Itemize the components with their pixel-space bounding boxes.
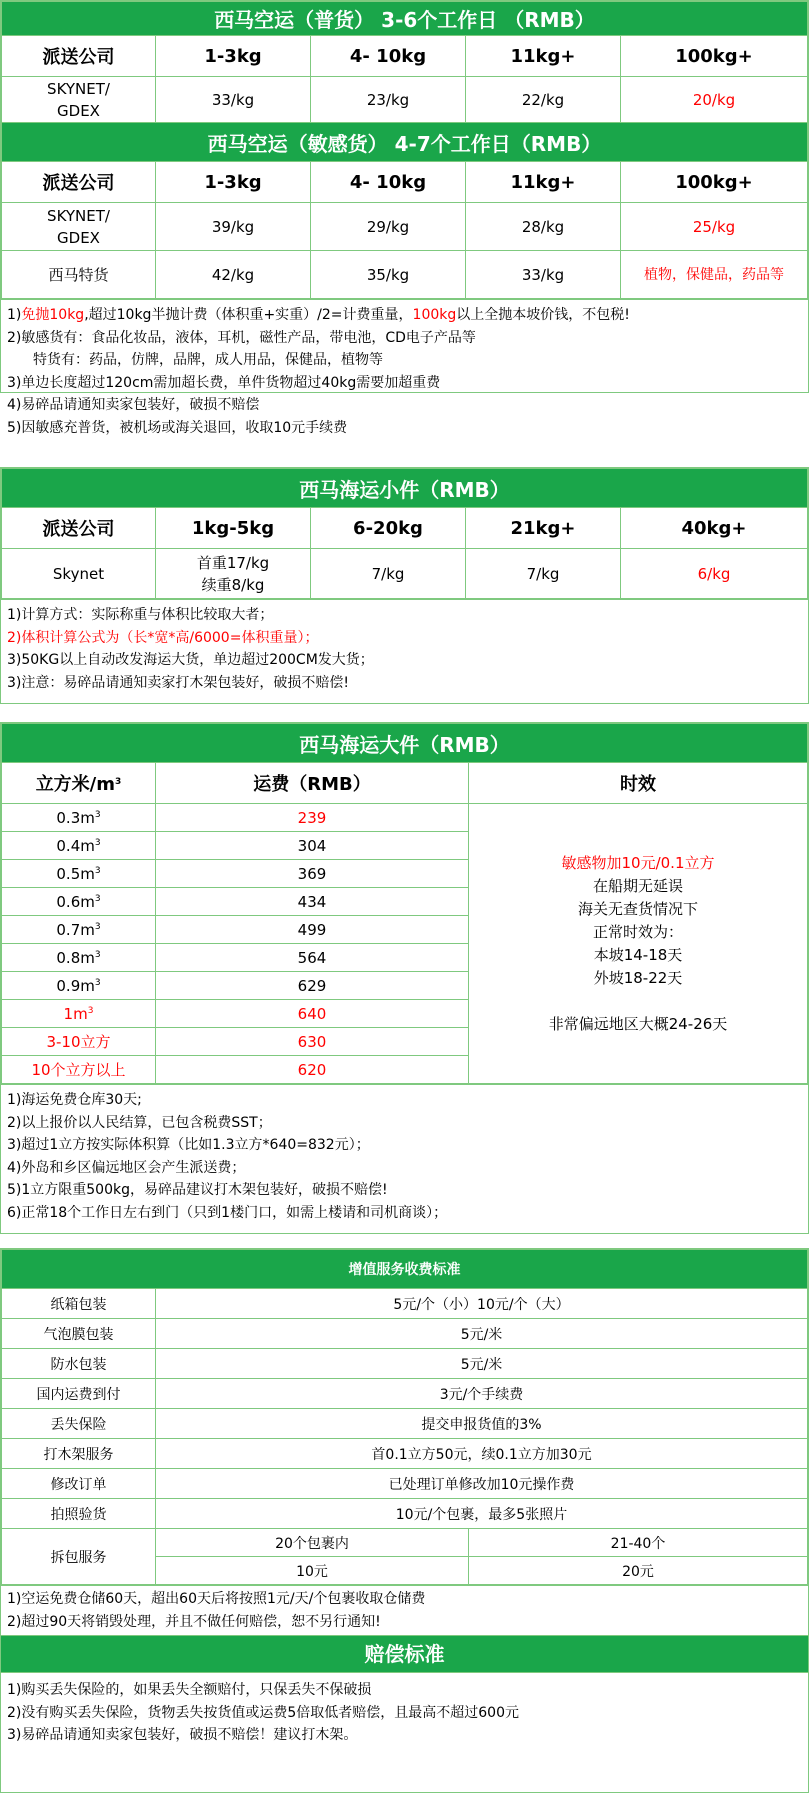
volume-cell: $0.6m^3$	[2, 888, 156, 916]
note-line: 1)空运免费仓储60天，超出60天后将按照1元/天/个包裹收取仓储费	[7, 1591, 426, 1607]
price-cell-highlight: 20/kg	[621, 77, 808, 123]
price-cell: 42/kg	[156, 251, 311, 299]
air-general-title: 西马空运（普货） 3-6个工作日 （RMB）	[2, 2, 808, 36]
price-cell: 28/kg	[466, 203, 621, 251]
note-line: 4)外岛和乡区偏远地区会产生派送费；	[7, 1159, 246, 1176]
note-line: 2)以上报价以人民结算，已包含税费SST；	[7, 1114, 272, 1131]
note-line: 1)海运免费仓库30天;	[7, 1092, 142, 1108]
compensation-title: 赔偿标准	[1, 1635, 808, 1672]
sea-small-title: 西马海运小件（RMB）	[2, 469, 808, 508]
sea-large-title: 西马海运大件（RMB）	[2, 724, 808, 763]
sea-small-table	[1, 468, 808, 599]
col-header-company: 派送公司	[2, 508, 156, 549]
service-fee: 3元/个手续费	[156, 1379, 808, 1409]
note-line: 1)购买丢失保险的，如果丢失全额赔付，只保丢失不保破损	[7, 1682, 372, 1698]
freight-cell: 304	[156, 832, 469, 860]
note-line: 2)体积计算公式为（长*宽*高/6000=体积重量）；	[7, 629, 319, 646]
freight-cell: 564	[156, 944, 469, 972]
col-header-11kg: 11kg+	[466, 162, 621, 203]
volume-cell: $0.5m^3$	[2, 860, 156, 888]
service-name: 拍照验货	[2, 1499, 156, 1529]
freight-cell: 369	[156, 860, 469, 888]
sea-small-notes	[1, 599, 808, 698]
unpack-tier-1: 20个包裹内	[156, 1529, 469, 1557]
service-name: 丢失保险	[2, 1409, 156, 1439]
volume-cell: 3-10立方	[2, 1028, 156, 1056]
services-notes	[1, 1585, 808, 1635]
note-line: 4)易碎品请通知卖家包装好，破损不赔偿	[7, 397, 260, 413]
air-sensitive-title: 西马空运（敏感货） 4-7个工作日（RMB）	[2, 123, 808, 162]
service-fee: 5元/米	[156, 1349, 808, 1379]
freight-cell: 620	[156, 1056, 469, 1084]
note-line: 2)没有购买丢失保险，货物丢失按货值或运费5倍取低者赔偿，且最高不超过600元	[7, 1704, 519, 1721]
note-line: 5)因敏感充普货，被机场或海关退回，收取10元手续费	[7, 419, 348, 436]
price-cell: 首重17/kg 续重8/kg	[156, 549, 311, 599]
service-fee: 首0.1立方50元，续0.1立方加30元	[156, 1439, 808, 1469]
price-cell: 29/kg	[311, 203, 466, 251]
note-line: 5)1立方限重500kg，易碎品建议打木架包装好，破损不赔偿!	[7, 1182, 388, 1198]
col-header-4-10kg: 4- 10kg	[311, 36, 466, 77]
air-freight-table	[1, 1, 808, 299]
price-cell: 22/kg	[466, 77, 621, 123]
service-name: 拆包服务	[2, 1529, 156, 1585]
volume-cell: $1m^3$	[2, 1000, 156, 1028]
services-section	[0, 1248, 809, 1793]
note-line: 1)免抛10kg,超过10kg半抛计费（体积重+实重）/2=计费重量，100kg以上全抛本坡价钱，不包税!	[7, 307, 630, 323]
sea-small-section	[0, 467, 809, 704]
col-header-21kg: 21kg+	[466, 508, 621, 549]
price-cell: 23/kg	[311, 77, 466, 123]
col-header-1-5kg: 1kg-5kg	[156, 508, 311, 549]
col-header-1-3kg: 1-3kg	[156, 162, 311, 203]
col-header-4-10kg: 4- 10kg	[311, 162, 466, 203]
timing-cell: 敏感物加10元/0.1立方 在船期无延误 海关无查货情况下 正常时效为： 本坡14-18天 外坡18-22天 非常偏远地区大概24-26天	[469, 804, 808, 1084]
price-cell: 33/kg	[156, 77, 311, 123]
freight-cell: 434	[156, 888, 469, 916]
price-cell: 39/kg	[156, 203, 311, 251]
col-header-volume: 立方米$/m^3$	[2, 763, 156, 804]
compensation-notes	[1, 1672, 808, 1751]
service-name: 防水包装	[2, 1349, 156, 1379]
col-header-1-3kg: 1-3kg	[156, 36, 311, 77]
service-fee: 已处理订单修改加10元操作费	[156, 1469, 808, 1499]
company-cell: 西马特货	[2, 251, 156, 299]
service-name: 修改订单	[2, 1469, 156, 1499]
col-header-company: 派送公司	[2, 36, 156, 77]
freight-cell: 239	[156, 804, 469, 832]
service-name: 纸箱包装	[2, 1289, 156, 1319]
col-header-company: 派送公司	[2, 162, 156, 203]
company-cell: SKYNET/ GDEX	[2, 203, 156, 251]
price-cell-highlight: 25/kg	[621, 203, 808, 251]
price-cell-highlight: 6/kg	[621, 549, 808, 599]
volume-cell: $0.8m^3$	[2, 944, 156, 972]
note-line: 3)注意：易碎品请通知卖家打木架包装好，破损不赔偿!	[7, 674, 349, 691]
price-cell: 33/kg	[466, 251, 621, 299]
col-header-100kg: 100kg+	[621, 162, 808, 203]
air-notes	[1, 299, 808, 443]
price-cell: 7/kg	[311, 549, 466, 599]
company-cell: SKYNET/ GDEX	[2, 77, 156, 123]
service-fee: 提交申报货值的3%	[156, 1409, 808, 1439]
freight-cell: 630	[156, 1028, 469, 1056]
col-header-timing: 时效	[469, 763, 808, 804]
volume-cell: $0.3m^3$	[2, 804, 156, 832]
freight-cell: 499	[156, 916, 469, 944]
unpack-fee-2: 20元	[469, 1557, 808, 1585]
note-line: 特货有：药品，仿牌，品牌，成人用品，保健品，植物等	[33, 352, 383, 368]
company-cell: Skynet	[2, 549, 156, 599]
note-line: 3)50KG以上自动改发海运大货，单边超过200CM发大货；	[7, 652, 374, 668]
sea-large-notes	[1, 1084, 808, 1228]
service-fee: 5元/个（小）10元/个（大）	[156, 1289, 808, 1319]
note-line: 3)单边长度超过120cm需加超长费，单件货物超过40kg需要加超重费	[7, 374, 441, 391]
freight-cell: 629	[156, 972, 469, 1000]
volume-cell: $0.7m^3$	[2, 916, 156, 944]
note-line: 2)敏感货有：食品化妆品，液体，耳机，磁性产品，带电池，CD电子产品等	[7, 329, 476, 346]
services-title: 增值服务收费标准	[2, 1250, 808, 1289]
note-line: 3)超过1立方按实际体积算（比如1.3立方*640=832元）；	[7, 1137, 370, 1153]
note-line: 2)超过90天将销毁处理，并且不做任何赔偿，恕不另行通知!	[7, 1613, 381, 1630]
service-name: 气泡膜包装	[2, 1319, 156, 1349]
price-cell: 35/kg	[311, 251, 466, 299]
col-header-6-20kg: 6-20kg	[311, 508, 466, 549]
service-fee: 10元/个包裹，最多5张照片	[156, 1499, 808, 1529]
service-name: 国内运费到付	[2, 1379, 156, 1409]
note-line: 6)正常18个工作日左右到门（只到1楼门口，如需上楼请和司机商谈）；	[7, 1204, 448, 1221]
service-name: 打木架服务	[2, 1439, 156, 1469]
volume-cell: $0.4m^3$	[2, 832, 156, 860]
air-freight-section	[0, 0, 809, 436]
price-cell-highlight: 植物，保健品，药品等	[621, 251, 808, 299]
col-header-freight: 运费（RMB）	[156, 763, 469, 804]
col-header-100kg: 100kg+	[621, 36, 808, 77]
services-table	[1, 1249, 808, 1585]
col-header-11kg: 11kg+	[466, 36, 621, 77]
price-cell: 7/kg	[466, 549, 621, 599]
sea-large-table	[1, 723, 808, 1084]
unpack-fee-1: 10元	[156, 1557, 469, 1585]
note-line: 3)易碎品请通知卖家包装好，破损不赔偿！建议打木架。	[7, 1727, 358, 1743]
unpack-tier-2: 21-40个	[469, 1529, 808, 1557]
sea-large-section	[0, 722, 809, 1234]
col-header-40kg: 40kg+	[621, 508, 808, 549]
volume-cell: $0.9m^3$	[2, 972, 156, 1000]
service-fee: 5元/米	[156, 1319, 808, 1349]
volume-cell: 10个立方以上	[2, 1056, 156, 1084]
note-line: 1)计算方式：实际称重与体积比较取大者；	[7, 607, 274, 623]
freight-cell: 640	[156, 1000, 469, 1028]
